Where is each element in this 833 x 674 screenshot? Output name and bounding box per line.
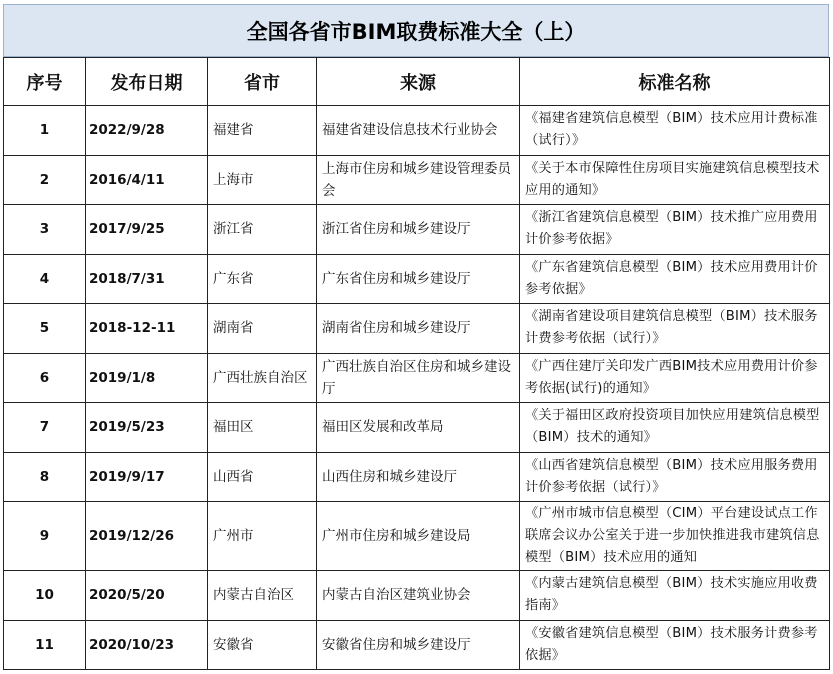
cell-standard: 《内蒙古建筑信息模型（BIM）技术实施应用收费指南》 [520,571,830,621]
cell-source: 湖南省住房和城乡建设厅 [317,304,520,354]
sheet-title: 全国各省市BIM取费标准大全（上） [3,4,829,57]
cell-source: 广东省住房和城乡建设厅 [317,254,520,304]
cell-no: 3 [4,205,86,255]
cell-no: 10 [4,571,86,621]
cell-source: 山西住房和城乡建设厅 [317,452,520,502]
cell-standard: 《广东省建筑信息模型（BIM）技术应用费用计价参考依据》 [520,254,830,304]
cell-source: 内蒙古自治区建筑业协会 [317,571,520,621]
cell-province: 福建省 [208,106,317,156]
cell-standard: 《广西住建厅关印发广西BIM技术应用费用计价参考依据(试行)的通知》 [520,353,830,403]
cell-standard: 《安徽省建筑信息模型（BIM）技术服务计费参考依据》 [520,620,830,670]
header-cell-no: 序号 [4,58,86,106]
header-row [4,58,830,106]
table-row [4,452,830,502]
cell-source: 上海市住房和城乡建设管理委员会 [317,155,520,205]
table-row [4,106,830,156]
cell-province: 福田区 [208,403,317,453]
cell-date: 2019/5/23 [86,403,208,453]
cell-date: 2019/12/26 [86,502,208,571]
cell-standard: 《浙江省建筑信息模型（BIM）技术推广应用费用计价参考依据》 [520,205,830,255]
cell-standard: 《山西省建筑信息模型（BIM）技术应用服务费用计价参考依据（试行）》 [520,452,830,502]
cell-standard: 《关于福田区政府投资项目加快应用建筑信息模型（BIM）技术的通知》 [520,403,830,453]
cell-province: 湖南省 [208,304,317,354]
cell-standard: 《广州市城市信息模型（CIM）平台建设试点工作联席会议办公室关于进一步加快推进我市建筑信息模型（BIM）技术应用的通知 [520,502,830,571]
cell-no: 5 [4,304,86,354]
cell-date: 2022/9/28 [86,106,208,156]
cell-source: 广西壮族自治区住房和城乡建设厅 [317,353,520,403]
bim-fee-standards-table [3,57,830,670]
table-row [4,353,830,403]
cell-date: 2018-12-11 [86,304,208,354]
cell-source: 安徽省住房和城乡建设厅 [317,620,520,670]
cell-source: 浙江省住房和城乡建设厅 [317,205,520,255]
cell-no: 4 [4,254,86,304]
cell-source: 福建省建设信息技术行业协会 [317,106,520,156]
table-row [4,620,830,670]
table-row [4,403,830,453]
header-cell-source: 来源 [317,58,520,106]
cell-date: 2020/5/20 [86,571,208,621]
cell-standard: 《福建省建筑信息模型（BIM）技术应用计费标准（试行）》 [520,106,830,156]
cell-date: 2019/1/8 [86,353,208,403]
cell-no: 2 [4,155,86,205]
table-row [4,502,830,571]
cell-province: 安徽省 [208,620,317,670]
cell-no: 7 [4,403,86,453]
cell-province: 广东省 [208,254,317,304]
table-row [4,254,830,304]
cell-province: 广州市 [208,502,317,571]
cell-no: 9 [4,502,86,571]
header-cell-province: 省市 [208,58,317,106]
header-cell-standard: 标准名称 [520,58,830,106]
cell-no: 1 [4,106,86,156]
table-row [4,155,830,205]
cell-province: 广西壮族自治区 [208,353,317,403]
cell-no: 11 [4,620,86,670]
table-row [4,205,830,255]
cell-date: 2019/9/17 [86,452,208,502]
cell-source: 福田区发展和改革局 [317,403,520,453]
table-row [4,304,830,354]
cell-standard: 《湖南省建设项目建筑信息模型（BIM）技术服务计费参考依据（试行）》 [520,304,830,354]
cell-province: 山西省 [208,452,317,502]
header-cell-date: 发布日期 [86,58,208,106]
cell-date: 2020/10/23 [86,620,208,670]
cell-province: 内蒙古自治区 [208,571,317,621]
cell-no: 8 [4,452,86,502]
cell-standard: 《关于本市保障性住房项目实施建筑信息模型技术应用的通知》 [520,155,830,205]
cell-province: 上海市 [208,155,317,205]
cell-date: 2016/4/11 [86,155,208,205]
cell-province: 浙江省 [208,205,317,255]
cell-no: 6 [4,353,86,403]
cell-date: 2018/7/31 [86,254,208,304]
table-row [4,571,830,621]
cell-source: 广州市住房和城乡建设局 [317,502,520,571]
cell-date: 2017/9/25 [86,205,208,255]
